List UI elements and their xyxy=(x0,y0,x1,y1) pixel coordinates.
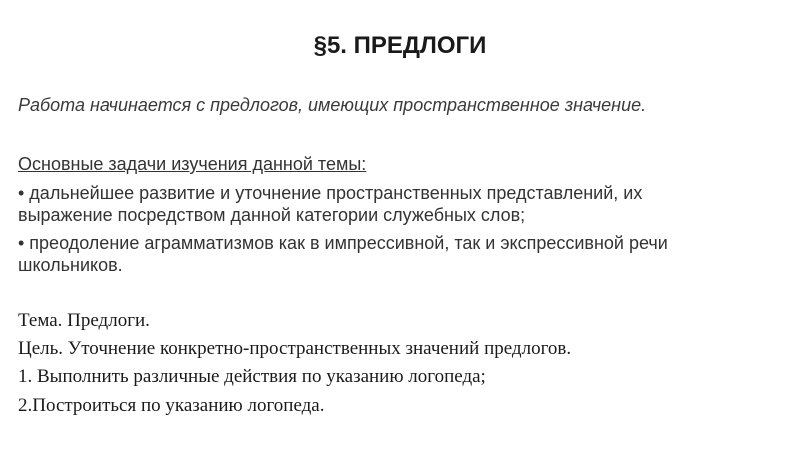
step-line: 1. Выполнить различные действия по указанию логопеда; xyxy=(18,366,486,387)
topic-line: Тема. Предлоги. xyxy=(18,310,150,331)
bullet-item: • преодоление аграмматизмов как в импрессивной, так и экспрессивной речи школьников. xyxy=(18,233,668,275)
intro-text: Работа начинается с предлогов, имеющих пространственное значение. xyxy=(18,95,647,115)
tasks-heading: Основные задачи изучения данной темы: xyxy=(18,154,367,174)
bullet-item: • дальнейшее развитие и уточнение пространственных представлений, их выражение посредством данной категории служебных слов; xyxy=(18,183,643,225)
slide-title: §5. ПРЕДЛОГИ xyxy=(313,32,487,59)
goal-line: Цель. Уточнение конкретно-пространственных значений предлогов. xyxy=(18,338,572,359)
step-line: 2.Построиться по указанию логопеда. xyxy=(18,395,325,416)
